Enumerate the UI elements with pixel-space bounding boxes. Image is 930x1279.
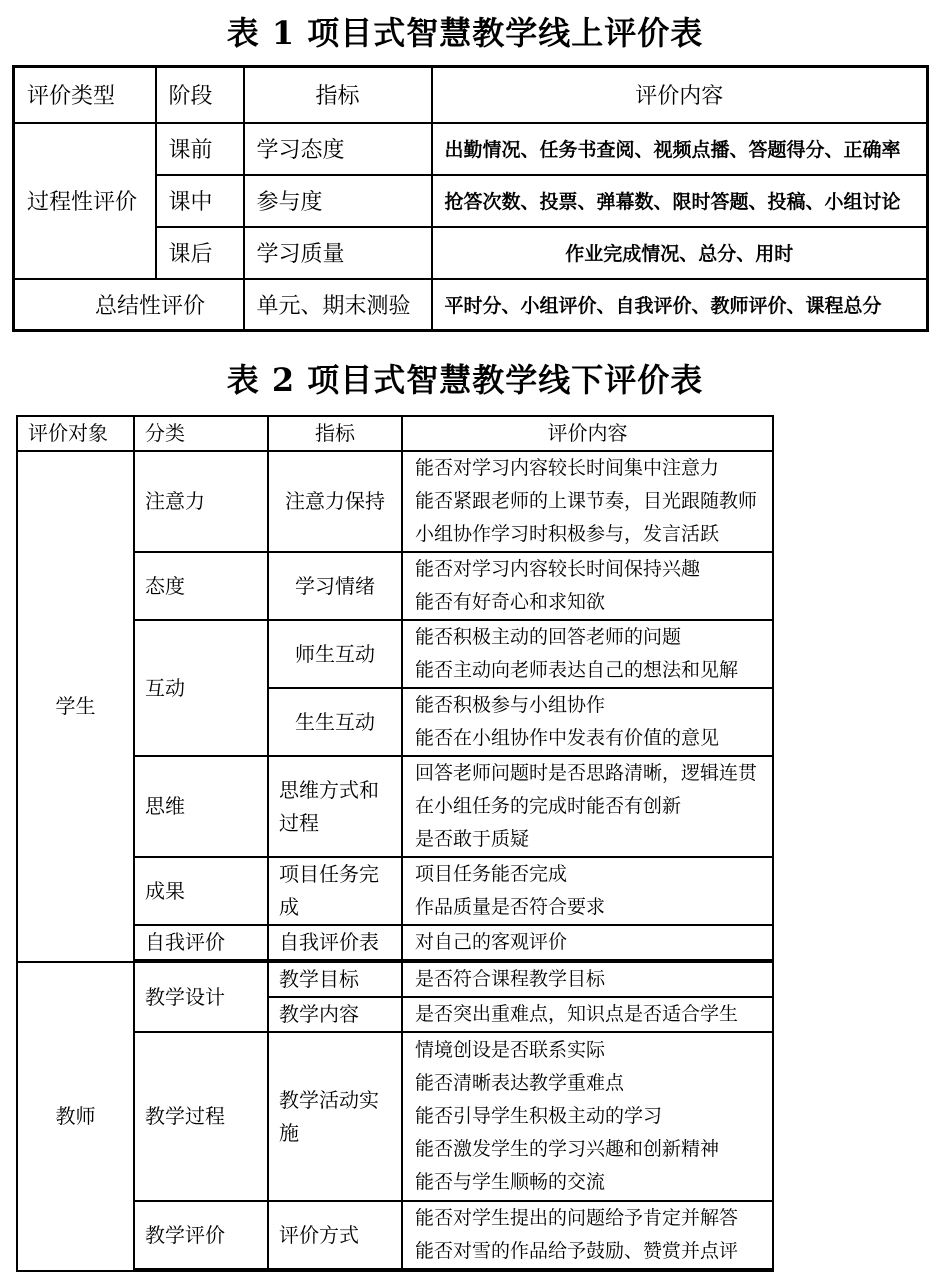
indicator-cell: 评价方式 (268, 1201, 402, 1269)
content-cell (402, 756, 773, 857)
category-cell: 思维 (134, 756, 268, 857)
content-line: 能否激发学生的学习兴趣和创新精神 (415, 1138, 720, 1160)
content-line: 能否与学生顺畅的交流 (415, 1171, 606, 1193)
content-line: 对自己的客观评价 (415, 931, 568, 953)
header-indicator: 指标 (244, 67, 432, 123)
category-cell: 自我评价 (134, 925, 268, 960)
content-line: 在小组任务的完成时能否有创新 (415, 795, 682, 817)
content-line: 是否突出重难点，知识点是否适合学生 (415, 1003, 739, 1025)
indicator-cell: 学习态度 (244, 123, 432, 175)
indicator-cell: 注意力保持 (268, 451, 402, 552)
content-line: 能否对雪的作品给予鼓励、赞赏并点评 (415, 1240, 739, 1262)
category-cell: 教学过程 (134, 1032, 268, 1201)
content-cell (402, 1032, 773, 1201)
content-line: 能否有好奇心和求知欲 (415, 591, 606, 613)
target-teacher: 教师 (17, 962, 134, 1271)
content-line: 能否积极参与小组协作 (415, 694, 606, 716)
indicator-cell: 单元、期末测验 (244, 279, 432, 331)
indicator-cell: 自我评价表 (268, 925, 402, 960)
header-indicator: 指标 (268, 416, 402, 451)
content-line: 能否对学习内容较长时间集中注意力 (415, 457, 720, 479)
stage-cell: 课中 (156, 175, 244, 227)
indicator-cell: 项目任务完成 (268, 857, 402, 925)
indicator-cell: 参与度 (244, 175, 432, 227)
content-line: 能否引导学生积极主动的学习 (415, 1105, 663, 1127)
header-category: 分类 (134, 416, 268, 451)
indicator-cell: 师生互动 (268, 620, 402, 688)
content-cell (402, 1201, 773, 1269)
stage-cell: 课后 (156, 227, 244, 279)
content-line: 能否清晰表达教学重难点 (415, 1072, 625, 1094)
header-content: 评价内容 (432, 67, 928, 123)
content-cell (402, 688, 773, 756)
header-content: 评价内容 (402, 416, 773, 451)
content-cell (402, 620, 773, 688)
content-cell: 平时分、小组评价、自我评价、教师评价、课程总分 (432, 279, 928, 331)
category-cell: 互动 (134, 620, 268, 756)
content-line: 能否积极主动的回答老师的问题 (415, 626, 682, 648)
content-line: 能否在小组协作中发表有价值的意见 (415, 727, 720, 749)
content-cell (402, 997, 773, 1032)
target-student: 学生 (17, 451, 134, 962)
content-line: 小组协作学习时积极参与，发言活跃 (415, 523, 720, 545)
header-target: 评价对象 (17, 416, 134, 451)
content-cell (402, 857, 773, 925)
content-line: 能否对学习内容较长时间保持兴趣 (415, 558, 701, 580)
content-line: 能否紧跟老师的上课节奏，目光跟随教师 (415, 490, 758, 512)
content-line: 项目任务能否完成 (415, 863, 568, 885)
content-line: 是否符合课程教学目标 (415, 968, 606, 990)
category-cell: 注意力 (134, 451, 268, 552)
content-cell: 出勤情况、任务书查阅、视频点播、答题得分、正确率 (432, 123, 928, 175)
content-line: 能否对学生提出的问题给予肯定并解答 (415, 1207, 739, 1229)
category-cell: 成果 (134, 857, 268, 925)
indicator-cell: 教学目标 (268, 962, 402, 997)
indicator-cell: 生生互动 (268, 688, 402, 756)
offline-evaluation-table (16, 415, 774, 1272)
indicator-cell: 教学活动实施 (268, 1032, 402, 1201)
content-cell (402, 451, 773, 552)
content-cell (402, 962, 773, 997)
online-evaluation-table (12, 65, 929, 332)
content-line: 情境创设是否联系实际 (415, 1039, 606, 1061)
indicator-cell: 教学内容 (268, 997, 402, 1032)
process-eval-label: 过程性评价 (14, 123, 156, 279)
header-stage: 阶段 (156, 67, 244, 123)
stage-cell: 课前 (156, 123, 244, 175)
category-cell: 态度 (134, 552, 268, 620)
indicator-cell: 学习质量 (244, 227, 432, 279)
content-line: 作品质量是否符合要求 (415, 896, 606, 918)
content-cell (402, 552, 773, 620)
indicator-cell: 学习情绪 (268, 552, 402, 620)
content-line: 能否主动向老师表达自己的想法和见解 (415, 659, 739, 681)
table1-caption: 表 1 项目式智慧教学线上评价表 (226, 14, 704, 52)
content-cell (402, 925, 773, 960)
indicator-cell: 思维方式和过程 (268, 756, 402, 857)
category-cell: 教学评价 (134, 1201, 268, 1269)
content-cell: 抢答次数、投票、弹幕数、限时答题、投稿、小组讨论 (432, 175, 928, 227)
table2-caption: 表 2 项目式智慧教学线下评价表 (226, 361, 704, 399)
header-eval-type: 评价类型 (14, 67, 156, 123)
category-cell: 教学设计 (134, 962, 268, 1032)
content-cell: 作业完成情况、总分、用时 (432, 227, 928, 279)
content-line: 回答老师问题时是否思路清晰，逻辑连贯 (415, 762, 758, 784)
summary-eval-label: 总结性评价 (14, 279, 244, 331)
content-line: 是否敢于质疑 (415, 828, 530, 850)
